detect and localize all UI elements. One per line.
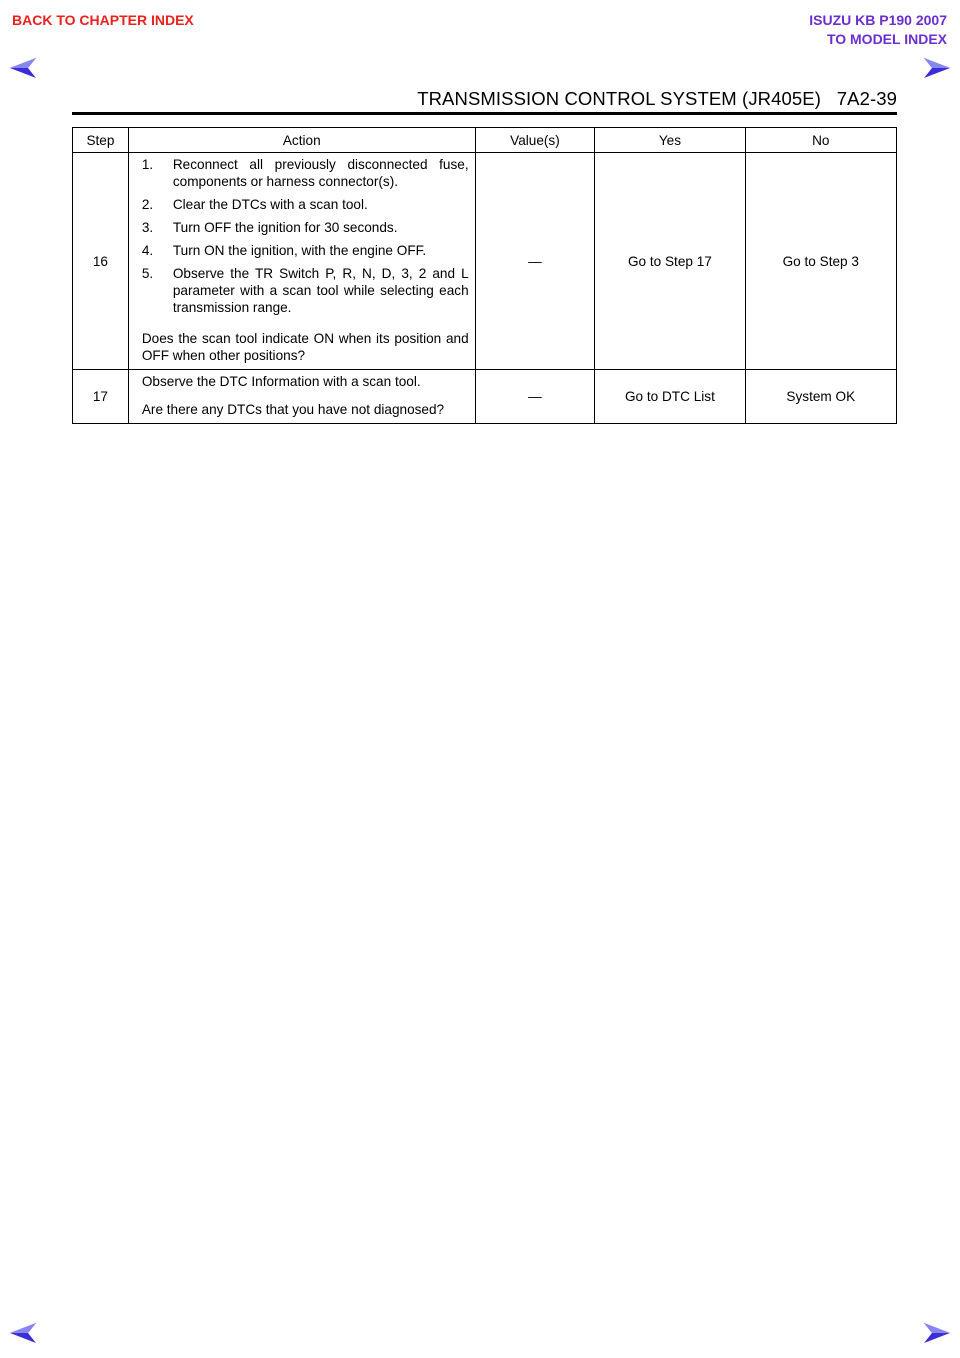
to-model-index-link[interactable]: TO MODEL INDEX: [826, 31, 947, 47]
column-header-step: Step: [73, 128, 129, 153]
column-header-yes: Yes: [595, 128, 745, 153]
no-result: Go to Step 3: [745, 153, 896, 370]
action-question: Are there any DTCs that you have not diagnosed?: [141, 401, 445, 417]
next-page-arrow-icon[interactable]: [922, 1322, 952, 1344]
yes-result: Go to Step 17: [595, 153, 745, 370]
back-to-chapter-index-link[interactable]: BACK TO CHAPTER INDEX: [12, 12, 194, 28]
column-header-no: No: [745, 128, 896, 153]
no-result: System OK: [745, 370, 896, 424]
table-row: [73, 370, 897, 424]
action-cell: [128, 370, 475, 424]
action-item: 5. Observe the TR Switch P, R, N, D, 3, 2 and L parameter with a scan tool while selecting each transmission range.: [141, 266, 469, 315]
value-cell: —: [475, 153, 595, 370]
value-cell: —: [475, 370, 595, 424]
action-item: 3. Turn OFF the ignition for 30 seconds.: [141, 220, 398, 235]
action-item: 4. Turn ON the ignition, with the engine OFF.: [141, 243, 427, 258]
prev-page-arrow-icon[interactable]: [8, 1322, 38, 1344]
column-header-values: Value(s): [475, 128, 595, 153]
page-number: 7A2-39: [836, 88, 897, 109]
step-number: 16: [73, 153, 129, 370]
section-title: TRANSMISSION CONTROL SYSTEM (JR405E): [417, 88, 821, 109]
action-cell: [128, 153, 475, 370]
yes-result: Go to DTC List: [595, 370, 745, 424]
header-divider: [72, 112, 897, 115]
prev-page-arrow-icon[interactable]: [8, 57, 38, 79]
column-header-action: Action: [128, 128, 475, 153]
action-instruction: Observe the DTC Information with a scan tool.: [141, 373, 421, 389]
next-page-arrow-icon[interactable]: [922, 57, 952, 79]
model-title: ISUZU KB P190 2007: [809, 12, 947, 28]
page-header: [417, 88, 897, 110]
table-row: [73, 153, 897, 370]
action-item: 1. Reconnect all previously disconnected fuse, components or harness connector(s).: [141, 157, 469, 189]
step-number: 17: [73, 370, 129, 424]
diagnostic-steps-table: [72, 127, 897, 424]
action-item: 2. Clear the DTCs with a scan tool.: [141, 197, 368, 212]
action-list: [142, 156, 469, 316]
action-question: Does the scan tool indicate ON when its position and OFF when other positions?: [141, 331, 469, 363]
table-header-row: [73, 128, 897, 153]
